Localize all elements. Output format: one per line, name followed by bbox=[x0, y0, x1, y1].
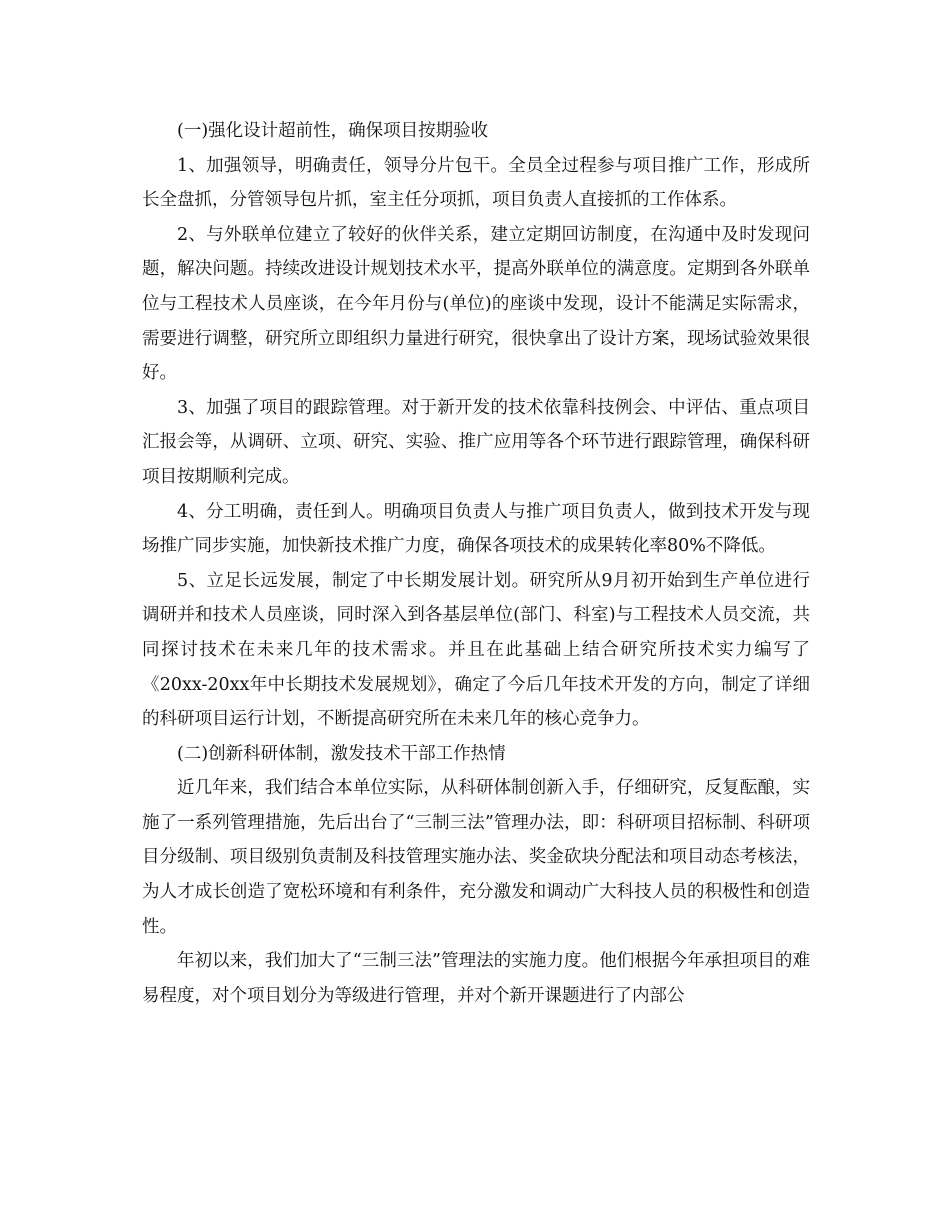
paragraph-1: 1、加强领导，明确责任，领导分片包干。全员全过程参与项目推广工作，形成所长全盘抓，分管领导包片抓，室主任分项抓，项目负责人直接抓的工作体系。 bbox=[142, 155, 810, 211]
paragraph-7: 年初以来，我们加大了“三制三法”管理法的实施力度。他们根据今年承担项目的难易程度，对个项目划分为等级进行管理，并对个新开课题进行了内部公 bbox=[142, 951, 810, 1006]
section-heading-1: (一)强化设计超前性，确保项目按期验收 bbox=[177, 121, 489, 141]
paragraph-3: 3、加强了项目的跟踪管理。对于新开发的技术依靠科技例会、中评估、重点项目汇报会等，从调研、立项、研究、实验、推广应用等各个环节进行跟踪管理，确保科研项目按期顺利完成。 bbox=[142, 397, 810, 487]
paragraph-2: 2、与外联单位建立了较好的伙伴关系，建立定期回访制度，在沟通中及时发现问题，解决问题。持续改进设计规划技术水平，提高外联单位的满意度。定期到各外联单位与工程技术人员座谈，在今年月份与(单位)的座谈中发现，设计不能满足实际需求，需要进行调整，研究所立即组织力量进行研究，很快拿出了设计方案，现场试验效果很好。 bbox=[142, 224, 810, 384]
paragraph-4: 4、分工明确，责任到人。明确项目负责人与推广项目负责人，做到技术开发与现场推广同步实施，加快新技术推广力度，确保各项技术的成果转化率80%不降低。 bbox=[142, 501, 810, 557]
paragraph-5: 5、立足长远发展，制定了中长期发展计划。研究所从9月初开始到生产单位进行调研并和技术人员座谈，同时深入到各基层单位(部门、科室)与工程技术人员交流，共同探讨技术在未来几年的技术需求。并且在此基础上结合研究所技术实力编写了《20xx-20xx年中长期技术发展规划》，确定了今后几年技术开发的方向，制定了详细的科研项目运行计划，不断提高研究所在未来几年的核心竞争力。 bbox=[142, 570, 810, 730]
document-page bbox=[142, 114, 810, 1013]
paragraph-6: 近几年来，我们结合本单位实际，从科研体制创新入手，仔细研究，反复酝酿，实施了一系列管理措施，先后出台了“三制三法”管理办法，即：科研项目招标制、科研项目分级制、项目级别负责制及科技管理实施办法、奖金砍块分配法和项目动态考核法，为人才成长创造了宽松环境和有利条件，充分激发和调动广大科技人员的积极性和创造性。 bbox=[142, 778, 810, 937]
section-heading-2: (二)创新科研体制，激发技术干部工作热情 bbox=[177, 743, 506, 764]
